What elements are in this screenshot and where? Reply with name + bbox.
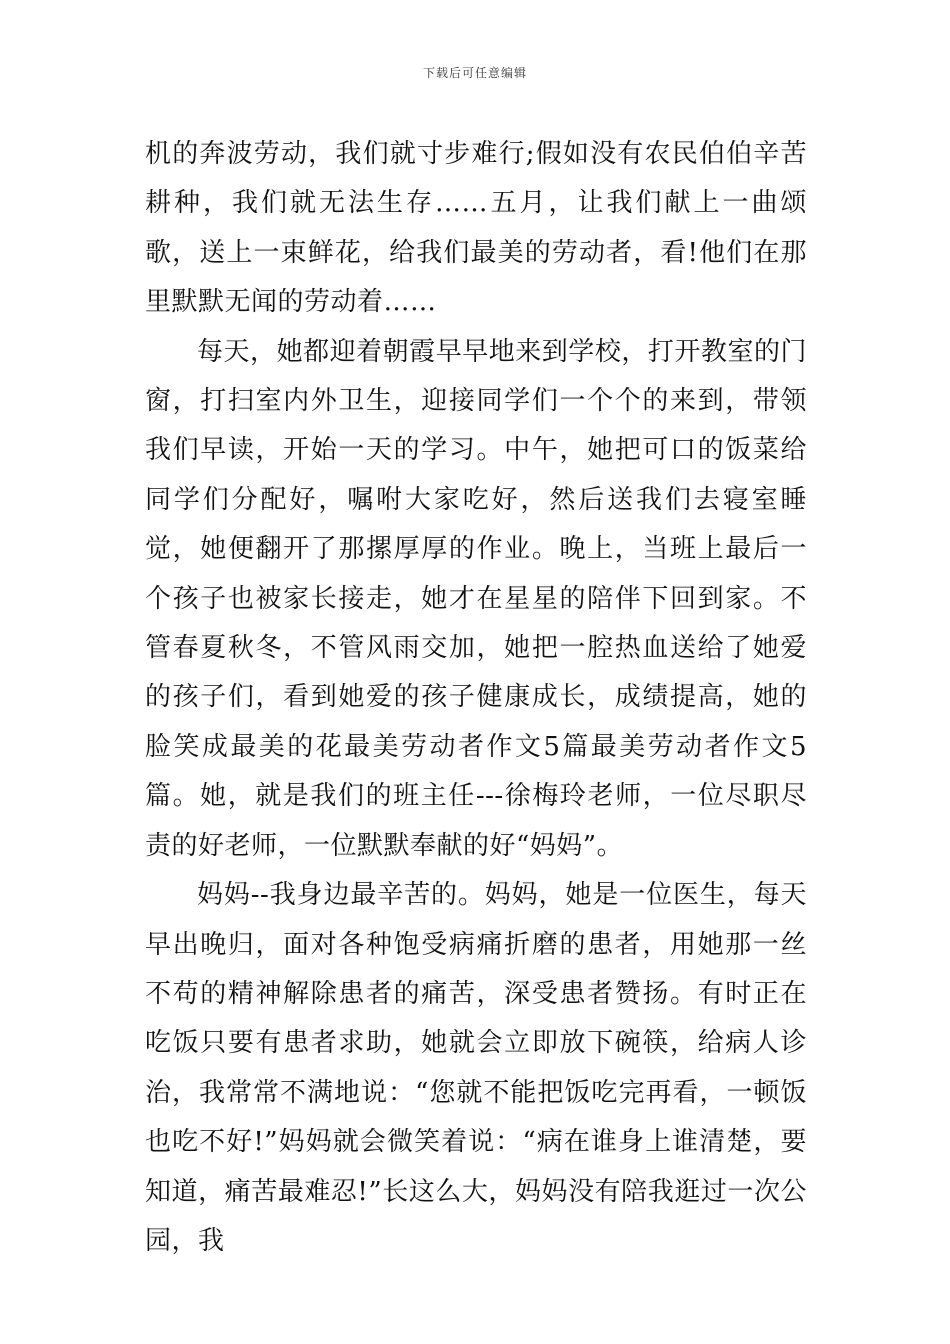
paragraph-2: 每天，她都迎着朝霞早早地来到学校，打开教室的门窗，打扫室内外卫生，迎接同学们一个个的来到，带领我们早读，开始一天的学习。中午，她把可口的饭菜给同学们分配好，嘱咐大家吃好，然后送我们去寝室睡觉，她便翻开了那摞厚厚的作业。晚上，当班上最后一个孩子也被家长接走，她才在星星的陪伴下回到家。不管春夏秋冬，不管风雨交加，她把一腔热血送给了她爱的孩子们，看到她爱的孩子健康成长，成绩提高，她的脸笑成最美的花最美劳动者作文5篇最美劳动者作文5篇。她，就是我们的班主任---徐梅玲老师，一位尽职尽责的好老师，一位默默奉献的好“妈妈”。 <box>145 336 807 861</box>
document-body <box>145 130 807 1266</box>
paragraph-3: 妈妈--我身边最辛苦的。妈妈，她是一位医生，每天早出晚归，面对各种饱受病痛折磨的患者，用她那一丝不苟的精神解除患者的痛苦，深受患者赞扬。有时正在吃饭只要有患者求助，她就会立即放下碗筷，给病人诊治，我常常不满地说：“您就不能把饭吃完再看，一顿饭也吃不好!”妈妈就会微笑着说：“病在谁身上谁清楚，要知道，痛苦最难忍!”长这么大，妈妈没有陪我逛过一次公园，我 <box>145 880 807 1256</box>
paragraph-1: 机的奔波劳动，我们就寸步难行;假如没有农民伯伯辛苦耕种，我们就无法生存……五月，让我们献上一曲颂歌，送上一束鲜花，给我们最美的劳动者，看!他们在那里默默无闻的劳动着…… <box>145 139 807 318</box>
page-header: 下载后可任意编辑 <box>422 66 527 80</box>
